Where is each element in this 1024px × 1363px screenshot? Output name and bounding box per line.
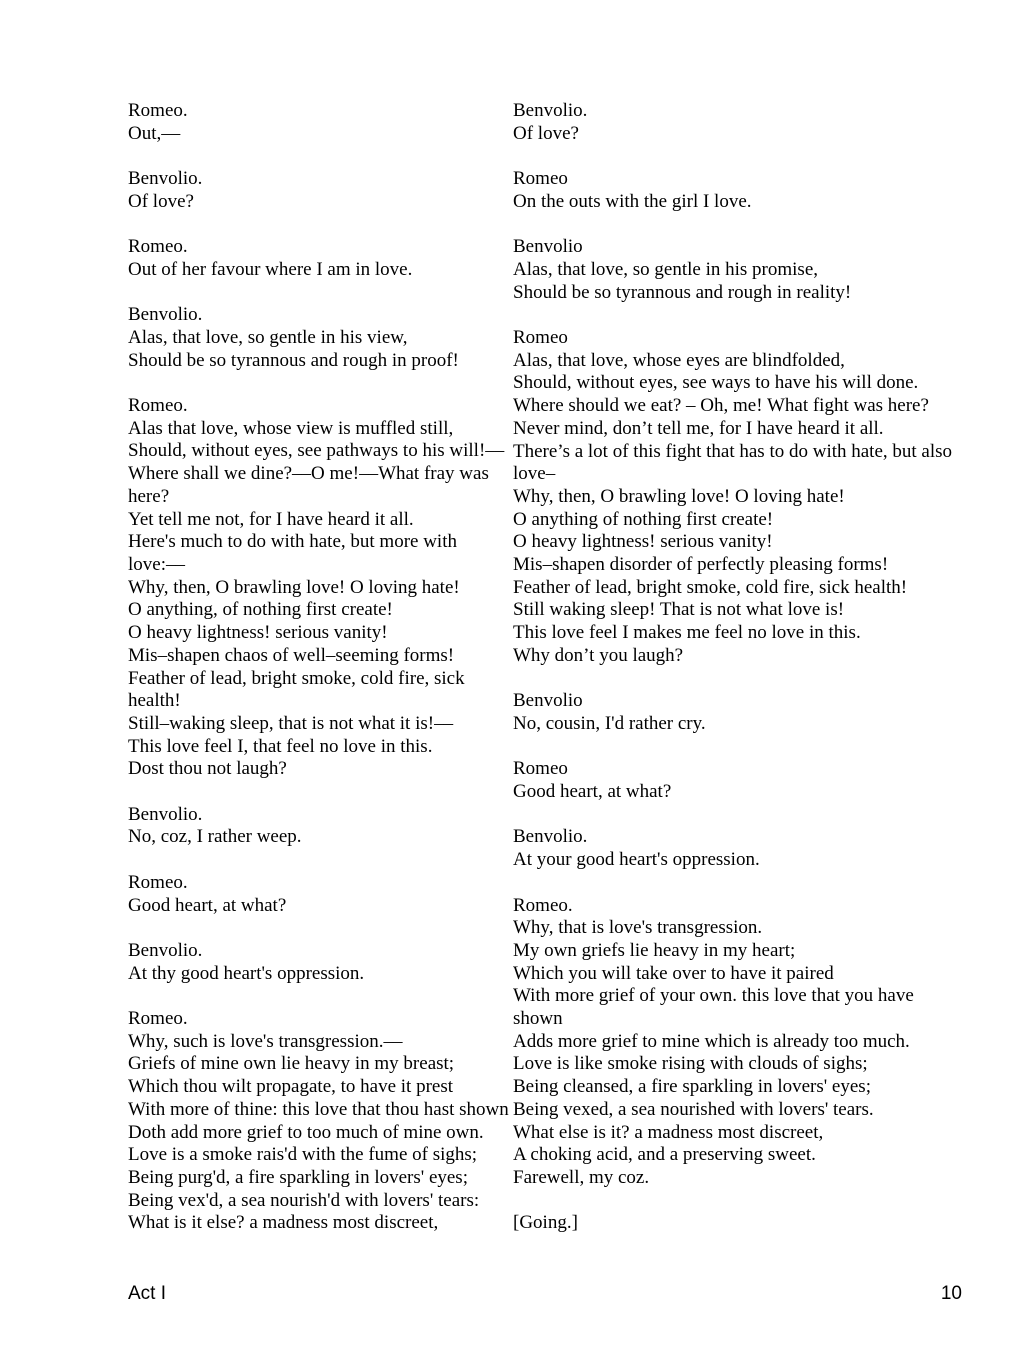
speech-line: Why, that is love's transgression. bbox=[513, 917, 763, 939]
speech-line: Where should we eat? – Oh, me! What fight was here? bbox=[513, 395, 929, 417]
speech-line: With more of thine: this love that thou hast shown bbox=[128, 1098, 509, 1120]
speech-line: Good heart, at what? bbox=[513, 781, 672, 803]
speech-line: Feather of lead, bright smoke, cold fire, sick health! bbox=[513, 576, 908, 598]
speech-line: This love feel I, that feel no love in this. bbox=[128, 735, 433, 757]
speech-line: Out,–– bbox=[128, 122, 181, 144]
speech-block bbox=[513, 758, 965, 803]
speech-block bbox=[128, 804, 510, 849]
speech-block bbox=[513, 168, 965, 213]
speech-line: Should be so tyrannous and rough in reality! bbox=[513, 281, 852, 303]
speaker-name: Romeo. bbox=[128, 871, 188, 893]
speaker-name: Romeo. bbox=[128, 100, 188, 121]
speech-line: Mis–shapen disorder of perfectly pleasing forms! bbox=[513, 554, 889, 576]
speech-line: Out of her favour where I am in love. bbox=[128, 258, 413, 280]
speech-line: Where shall we dine?––O me!––What fray was bbox=[128, 463, 489, 485]
speech-block bbox=[128, 1008, 510, 1235]
speech-line: health! bbox=[128, 690, 181, 712]
speech-block bbox=[513, 690, 965, 735]
speech-line: No, coz, I rather weep. bbox=[128, 826, 302, 848]
speech-line: At thy good heart's oppression. bbox=[128, 962, 365, 984]
speech-block bbox=[128, 395, 510, 781]
speech-line: No, cousin, I'd rather cry. bbox=[513, 712, 706, 734]
speech-block bbox=[513, 826, 965, 871]
speech-line: On the outs with the girl I love. bbox=[513, 190, 752, 212]
speech-line: Why, then, O brawling love! O loving hate! bbox=[513, 485, 845, 507]
speech-line: Love is a smoke rais'd with the fume of sighs; bbox=[128, 1144, 478, 1166]
speech-line: My own griefs lie heavy in my heart; bbox=[513, 939, 796, 961]
speech-line: Feather of lead, bright smoke, cold fire, sick bbox=[128, 667, 465, 689]
speech-line: Alas, that love, whose eyes are blindfolded, bbox=[513, 349, 845, 371]
speech-line: Alas that love, whose view is muffled still, bbox=[128, 417, 454, 439]
speech-block bbox=[128, 940, 510, 985]
speech-block bbox=[513, 100, 965, 145]
speech-line: Should be so tyrannous and rough in proof! bbox=[128, 349, 459, 371]
speech-line: Yet tell me not, for I have heard it all. bbox=[128, 508, 414, 530]
speech-block bbox=[513, 327, 965, 668]
speech-line: Should, without eyes, see ways to have his will done. bbox=[513, 372, 919, 394]
speaker-name: Benvolio. bbox=[128, 939, 203, 961]
speech-line: here? bbox=[128, 485, 170, 507]
speech-line: Still–waking sleep, that is not what it is!–– bbox=[128, 712, 454, 734]
speaker-name: Benvolio bbox=[513, 236, 583, 258]
speech-line: Still waking sleep! That is not what love is! bbox=[513, 599, 845, 621]
speech-line: At your good heart's oppression. bbox=[513, 849, 760, 871]
speech-line: Being vex'd, a sea nourish'd with lovers' tears: bbox=[128, 1189, 480, 1211]
speech-block bbox=[513, 236, 965, 304]
footer-page-number: 10 bbox=[940, 1283, 962, 1304]
speaker-name: Benvolio. bbox=[128, 168, 203, 190]
left-column-original-text bbox=[128, 100, 510, 1235]
speech-block bbox=[128, 100, 510, 145]
speech-line: O anything, of nothing first create! bbox=[128, 599, 393, 621]
speech-line: A choking acid, and a preserving sweet. bbox=[513, 1144, 816, 1166]
speaker-name: Romeo. bbox=[128, 236, 188, 258]
footer-act-label: Act I bbox=[128, 1283, 167, 1304]
speech-line: Of love? bbox=[513, 122, 579, 144]
right-column-modern-text bbox=[513, 100, 965, 1235]
speech-line: Here's much to do with hate, but more with bbox=[128, 531, 457, 553]
speech-line: Being vexed, a sea nourished with lovers' tears. bbox=[513, 1098, 874, 1120]
speech-line: Farewell, my coz. bbox=[513, 1166, 650, 1188]
speaker-name: Romeo bbox=[513, 168, 568, 190]
speech-line: Being purg'd, a fire sparkling in lovers' eyes; bbox=[128, 1166, 468, 1188]
speech-line: Love is like smoke rising with clouds of sighs; bbox=[513, 1053, 868, 1075]
speech-line: Should, without eyes, see pathways to his will!–– bbox=[128, 440, 505, 462]
stage-direction bbox=[513, 1212, 965, 1235]
speech-line: Dost thou not laugh? bbox=[128, 758, 287, 780]
speaker-name: Benvolio bbox=[513, 690, 583, 712]
speech-line: Why don’t you laugh? bbox=[513, 644, 684, 666]
speech-line: love– bbox=[513, 463, 556, 485]
speech-block bbox=[128, 304, 510, 372]
speech-line: Why, then, O brawling love! O loving hate! bbox=[128, 576, 460, 598]
speech-line: Alas, that love, so gentle in his promise, bbox=[513, 258, 819, 280]
speaker-name: Romeo. bbox=[513, 894, 573, 916]
speech-line: Being cleansed, a fire sparkling in lovers' eyes; bbox=[513, 1076, 871, 1098]
speech-line: Which thou wilt propagate, to have it prest bbox=[128, 1076, 454, 1098]
speech-line: Which you will take over to have it paired bbox=[513, 962, 834, 984]
speech-block bbox=[128, 872, 510, 917]
speech-line: Griefs of mine own lie heavy in my breast; bbox=[128, 1053, 455, 1075]
speaker-name: Benvolio. bbox=[128, 803, 203, 825]
speech-line: Why, such is love's transgression.–– bbox=[128, 1030, 403, 1052]
speech-line: O anything of nothing first create! bbox=[513, 508, 774, 530]
speech-line: Of love? bbox=[128, 190, 194, 212]
speech-line: Doth add more grief to too much of mine own. bbox=[128, 1121, 484, 1143]
speech-block bbox=[128, 168, 510, 213]
speech-block bbox=[513, 895, 965, 1190]
speech-line: What else is it? a madness most discreet, bbox=[513, 1121, 824, 1143]
speech-line: [Going.] bbox=[513, 1212, 578, 1234]
speech-line: O heavy lightness! serious vanity! bbox=[128, 622, 388, 644]
speech-line: love:–– bbox=[128, 554, 185, 575]
speaker-name: Benvolio. bbox=[128, 304, 203, 326]
speaker-name: Benvolio. bbox=[513, 100, 588, 121]
speech-line: Mis–shapen chaos of well–seeming forms! bbox=[128, 644, 455, 666]
speaker-name: Romeo bbox=[513, 326, 568, 348]
speech-line: What is it else? a madness most discreet, bbox=[128, 1212, 439, 1234]
speech-line: Alas, that love, so gentle in his view, bbox=[128, 326, 408, 348]
speech-line: shown bbox=[513, 1008, 563, 1030]
speech-line: With more grief of your own. this love that you have bbox=[513, 985, 914, 1007]
speech-line: This love feel I makes me feel no love in this. bbox=[513, 622, 861, 644]
speaker-name: Romeo. bbox=[128, 1008, 188, 1029]
speaker-name: Romeo bbox=[513, 758, 568, 780]
speech-line: Good heart, at what? bbox=[128, 894, 287, 916]
speech-line: O heavy lightness! serious vanity! bbox=[513, 531, 773, 553]
speech-line: Never mind, don’t tell me, for I have heard it all. bbox=[513, 417, 884, 439]
speech-line: Adds more grief to mine which is already too much. bbox=[513, 1030, 910, 1052]
speaker-name: Romeo. bbox=[128, 395, 188, 417]
speaker-name: Benvolio. bbox=[513, 826, 588, 848]
speech-block bbox=[128, 236, 510, 281]
speech-line: There’s a lot of this fight that has to do with hate, but also bbox=[513, 440, 953, 462]
